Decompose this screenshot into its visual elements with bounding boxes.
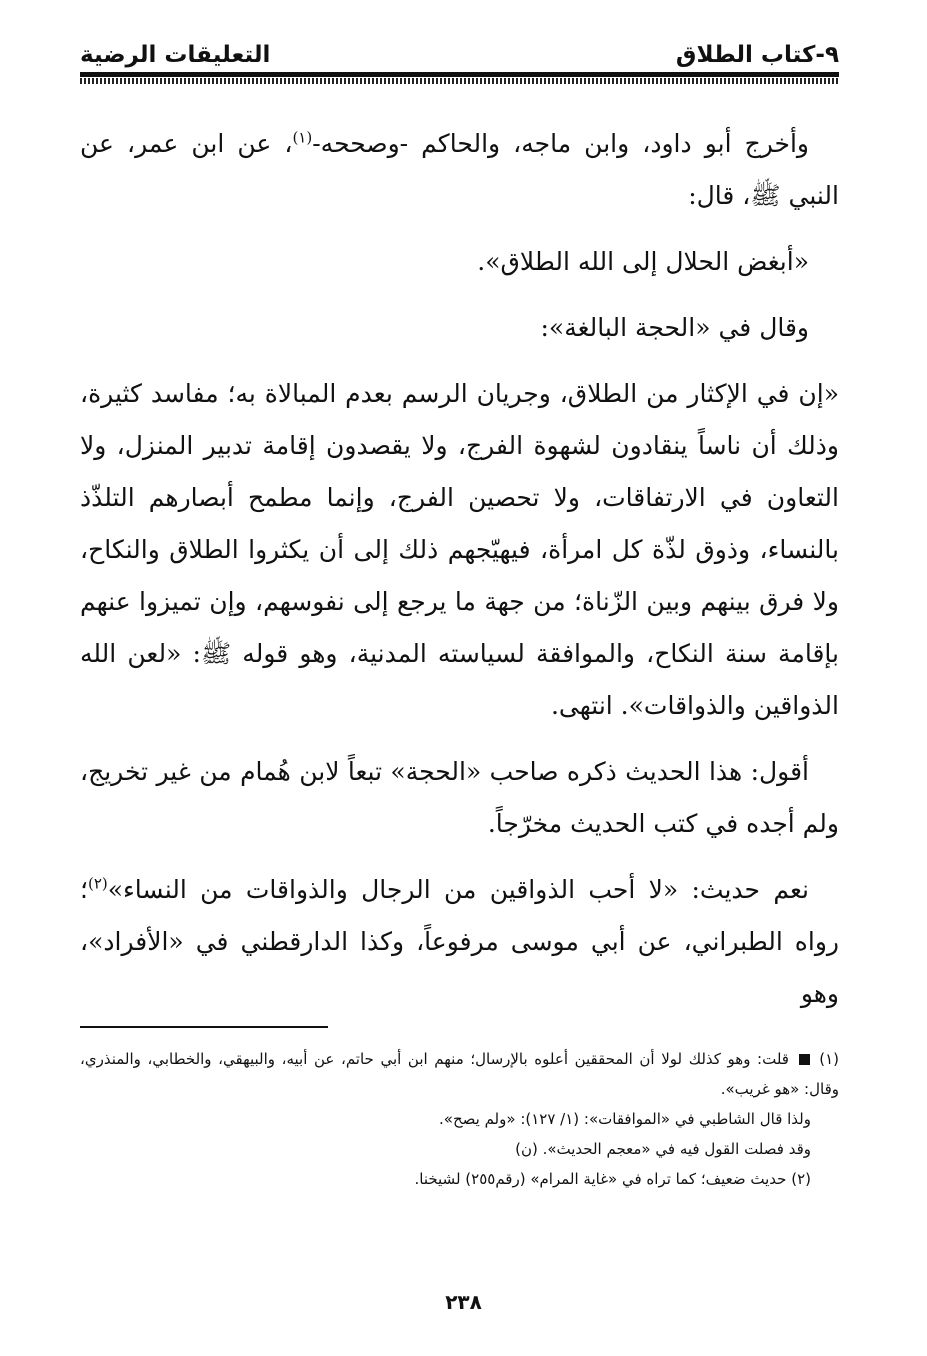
footnotes: [80, 1044, 839, 1194]
footnote-1-line-2: ولذا قال الشاطبي في «الموافقات»: (١/ ١٢٧): «ولم يصح».: [439, 1110, 811, 1128]
footnote-rule: [80, 1026, 328, 1028]
chapter-title: ٩-كتاب الطلاق: [675, 42, 839, 68]
footnote-ref-1[interactable]: (١): [292, 128, 313, 147]
footnote-ref-2[interactable]: (٢): [87, 874, 108, 893]
quotation-paragraph: «إن في الإكثار من الطلاق، وجريان الرسم بعدم المبالاة به؛ مفاسد كثيرة، وذلك أن ناساً ينقادون لشهوة الفرج، ولا يقصدون إقامة تدبير المنزل، ولا التعاون في الارتفاقات، ولا تحصين الفرج، وإنما مطمح أبصارهم التلذّذ بالنساء، وذوق لذّة كل امرأة، فيهيّجهم ذلك إلى أن يكثروا الطلاق والنكاح، ولا فرق بينهم وبين الزّناة؛ من جهة ما يرجع إلى نفوسهم، وإن تميزوا عنهم بإقامة سنة النكاح، والموافقة لسياسته المدنية، وهو قوله ﷺ: «لعن الله الذواقين والذواقات». انتهى.: [80, 379, 839, 720]
paragraph-4: نعم حديث: «لا أحب الذواقين من الرجال والذواقات من النساء»$^{(٢)}$؛ رواه الطبراني، عن أبي موسى مرفوعاً، وكذا الدارقطني في «الأفراد»، وهو: [80, 874, 839, 1008]
running-header: [80, 28, 839, 68]
header-rule-pattern: [80, 78, 839, 84]
main-text: [80, 118, 839, 1034]
footnote-2: (٢) حديث ضعيف؛ كما تراه في «غاية المرام» (رقم٢٥٥) لشيخنا.: [414, 1170, 811, 1188]
page-number: ٢٣٨: [445, 1290, 482, 1314]
footnote-1: (١) قلت: وهو كذلك لولا أن المحققين أعلوه بالإرسال؛ منهم ابن أبي حاتم، عن أبيه، والبيهقي، والخطابي، والمنذري، وقال: «هو غريب».: [80, 1050, 839, 1098]
square-icon: [799, 1054, 810, 1065]
book-title: التعليقات الرضية: [80, 42, 271, 68]
header-rule: [80, 72, 839, 77]
paragraph-2: وقال في «الحجة البالغة»:: [540, 313, 809, 342]
hadith-quote: «أبغض الحلال إلى الله الطلاق».: [477, 247, 809, 276]
paragraph-3: أقول: هذا الحديث ذكره صاحب «الحجة» تبعاً لابن هُمام من غير تخريج، ولم أجده في كتب الحديث مخرّجاً.: [80, 757, 839, 838]
paragraph-1: وأخرج أبو داود، وابن ماجه، والحاكم -وصححه-$^{(١)}$، عن ابن عمر، عن النبي ﷺ، قال:: [80, 128, 839, 210]
footnote-1-line-3: وقد فصلت القول فيه في «معجم الحديث». (ن): [515, 1140, 811, 1158]
